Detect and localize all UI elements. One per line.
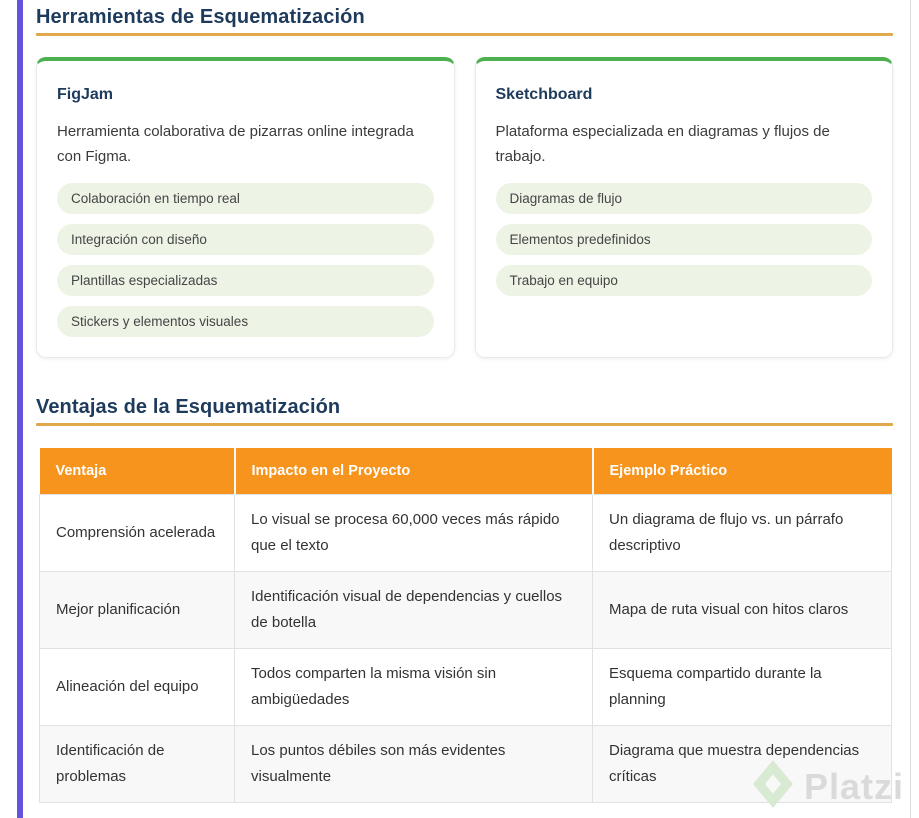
table-cell: Los puntos débiles son más evidentes visualmente xyxy=(235,726,593,803)
card-title: Sketchboard xyxy=(495,86,593,103)
card-figjam xyxy=(36,57,455,358)
table-cell: Comprensión acelerada xyxy=(40,495,235,572)
left-accent-bar xyxy=(17,0,23,818)
table-cell: Mejor planificación xyxy=(40,572,235,649)
table-cell: Alineación del equipo xyxy=(40,649,235,726)
table-row xyxy=(40,726,892,803)
card-description: Herramienta colaborativa de pizarras online integrada con Figma. xyxy=(57,123,414,165)
feature-pill: Colaboración en tiempo real xyxy=(57,183,434,214)
table-header-row xyxy=(40,448,892,495)
platzi-watermark-text: Platzi xyxy=(804,765,905,807)
feature-pill-list xyxy=(57,183,434,337)
feature-pill: Trabajo en equipo xyxy=(496,265,873,296)
table-cell: Identificación de problemas xyxy=(40,726,235,803)
advantages-section-rule xyxy=(36,423,893,426)
table-cell: Identificación visual de dependencias y cuellos de botella xyxy=(235,572,593,649)
feature-pill: Stickers y elementos visuales xyxy=(57,306,434,337)
feature-pill: Diagramas de flujo xyxy=(496,183,873,214)
table-cell: Diagrama que muestra dependencias críticas xyxy=(593,726,892,803)
card-sketchboard xyxy=(475,57,894,358)
feature-pill: Integración con diseño xyxy=(57,224,434,255)
table-row xyxy=(40,649,892,726)
feature-pill: Elementos predefinidos xyxy=(496,224,873,255)
tools-section-rule xyxy=(36,33,893,36)
table-cell: Todos comparten la misma visión sin ambigüedades xyxy=(235,649,593,726)
table-header-cell: Ventaja xyxy=(40,448,235,495)
card-title: FigJam xyxy=(57,86,114,103)
tools-section-title: Herramientas de Esquematización xyxy=(36,6,365,28)
table-cell: Lo visual se procesa 60,000 veces más rápido que el texto xyxy=(235,495,593,572)
advantages-section-title: Ventajas de la Esquematización xyxy=(36,396,341,418)
page-right-edge xyxy=(910,0,911,818)
card-description: Plataforma especializada en diagramas y flujos de trabajo. xyxy=(495,123,830,165)
tools-cards-row xyxy=(36,57,893,358)
advantages-section xyxy=(36,395,893,803)
feature-pill: Plantillas especializadas xyxy=(57,265,434,296)
advantages-table xyxy=(39,448,892,803)
table-header-cell: Ejemplo Práctico xyxy=(593,448,892,495)
table-header-cell: Impacto en el Proyecto xyxy=(235,448,593,495)
table-row xyxy=(40,572,892,649)
feature-pill-list xyxy=(496,183,873,296)
table-cell: Mapa de ruta visual con hitos claros xyxy=(593,572,892,649)
table-row xyxy=(40,495,892,572)
page-content xyxy=(36,0,893,803)
table-cell: Un diagrama de flujo vs. un párrafo descriptivo xyxy=(593,495,892,572)
table-cell: Esquema compartido durante la planning xyxy=(593,649,892,726)
